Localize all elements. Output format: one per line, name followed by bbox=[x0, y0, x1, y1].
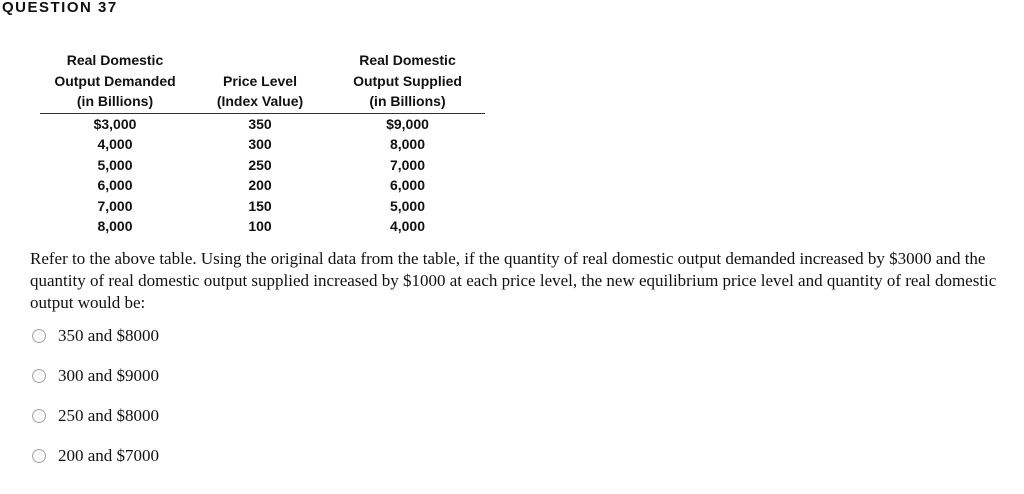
cell-demanded: 5,000 bbox=[97, 156, 133, 173]
cell-price: 350 bbox=[248, 115, 272, 132]
header-line: Real Domestic bbox=[66, 52, 164, 68]
cell-demanded: 6,000 bbox=[97, 177, 133, 194]
radio-button-icon[interactable] bbox=[32, 369, 46, 383]
table-row bbox=[40, 175, 485, 196]
data-table bbox=[40, 50, 485, 237]
cell-supplied: 4,000 bbox=[389, 218, 426, 235]
answer-option-a[interactable] bbox=[30, 324, 230, 348]
header-output-supplied bbox=[330, 50, 485, 113]
table-row bbox=[40, 155, 485, 176]
cell-price: 100 bbox=[248, 218, 272, 235]
answer-option-d[interactable] bbox=[30, 444, 230, 468]
radio-button-icon[interactable] bbox=[32, 329, 46, 343]
cell-supplied: 6,000 bbox=[389, 177, 426, 194]
header-line: Real Domestic bbox=[359, 52, 456, 68]
header-line: Output Demanded bbox=[54, 72, 176, 89]
cell-demanded: 8,000 bbox=[97, 218, 133, 235]
answer-option-label: 350 and $8000 bbox=[58, 326, 160, 345]
cell-supplied: 8,000 bbox=[389, 136, 426, 153]
table-row bbox=[40, 196, 485, 217]
answer-option-label: 250 and $8000 bbox=[58, 406, 160, 425]
cell-demanded: $3,000 bbox=[93, 115, 137, 132]
header-line: (in Billions) bbox=[369, 93, 446, 109]
supply-demand-table bbox=[40, 50, 485, 237]
table-row bbox=[40, 216, 485, 237]
cell-supplied: 7,000 bbox=[389, 156, 426, 173]
header-line: (in Billions) bbox=[76, 93, 154, 109]
answer-option-c[interactable] bbox=[30, 404, 230, 428]
header-price-level bbox=[190, 50, 330, 113]
cell-supplied: $9,000 bbox=[386, 115, 429, 132]
answer-option-b[interactable] bbox=[30, 364, 230, 388]
header-line: (Index Value) bbox=[216, 93, 304, 109]
header-line: Output Supplied bbox=[353, 72, 462, 89]
cell-supplied: 5,000 bbox=[389, 197, 426, 214]
answer-option-label: 200 and $7000 bbox=[58, 446, 160, 465]
header-line: Price Level bbox=[223, 72, 297, 89]
header-output-demanded bbox=[40, 50, 190, 113]
radio-button-icon[interactable] bbox=[32, 409, 46, 423]
cell-demanded: 4,000 bbox=[97, 136, 133, 153]
cell-price: 200 bbox=[248, 177, 272, 194]
question-prompt: Refer to the above table. Using the original data from the table, if the quantity of real domestic output demanded increased by $3000 and the quantity of real domestic output supplied increased by $1000 at each price level, the new equilibrium price level and quantity of real domestic output would be: bbox=[30, 249, 997, 312]
cell-price: 150 bbox=[248, 197, 272, 214]
table-row bbox=[40, 113, 485, 134]
table-row bbox=[40, 134, 485, 155]
question-title: QUESTION 37 bbox=[2, 0, 118, 16]
radio-button-icon[interactable] bbox=[32, 449, 46, 463]
cell-price: 300 bbox=[248, 136, 272, 153]
cell-demanded: 7,000 bbox=[97, 197, 133, 214]
cell-price: 250 bbox=[248, 156, 272, 173]
table-header-row bbox=[40, 50, 485, 113]
answer-option-label: 300 and $9000 bbox=[58, 366, 160, 385]
